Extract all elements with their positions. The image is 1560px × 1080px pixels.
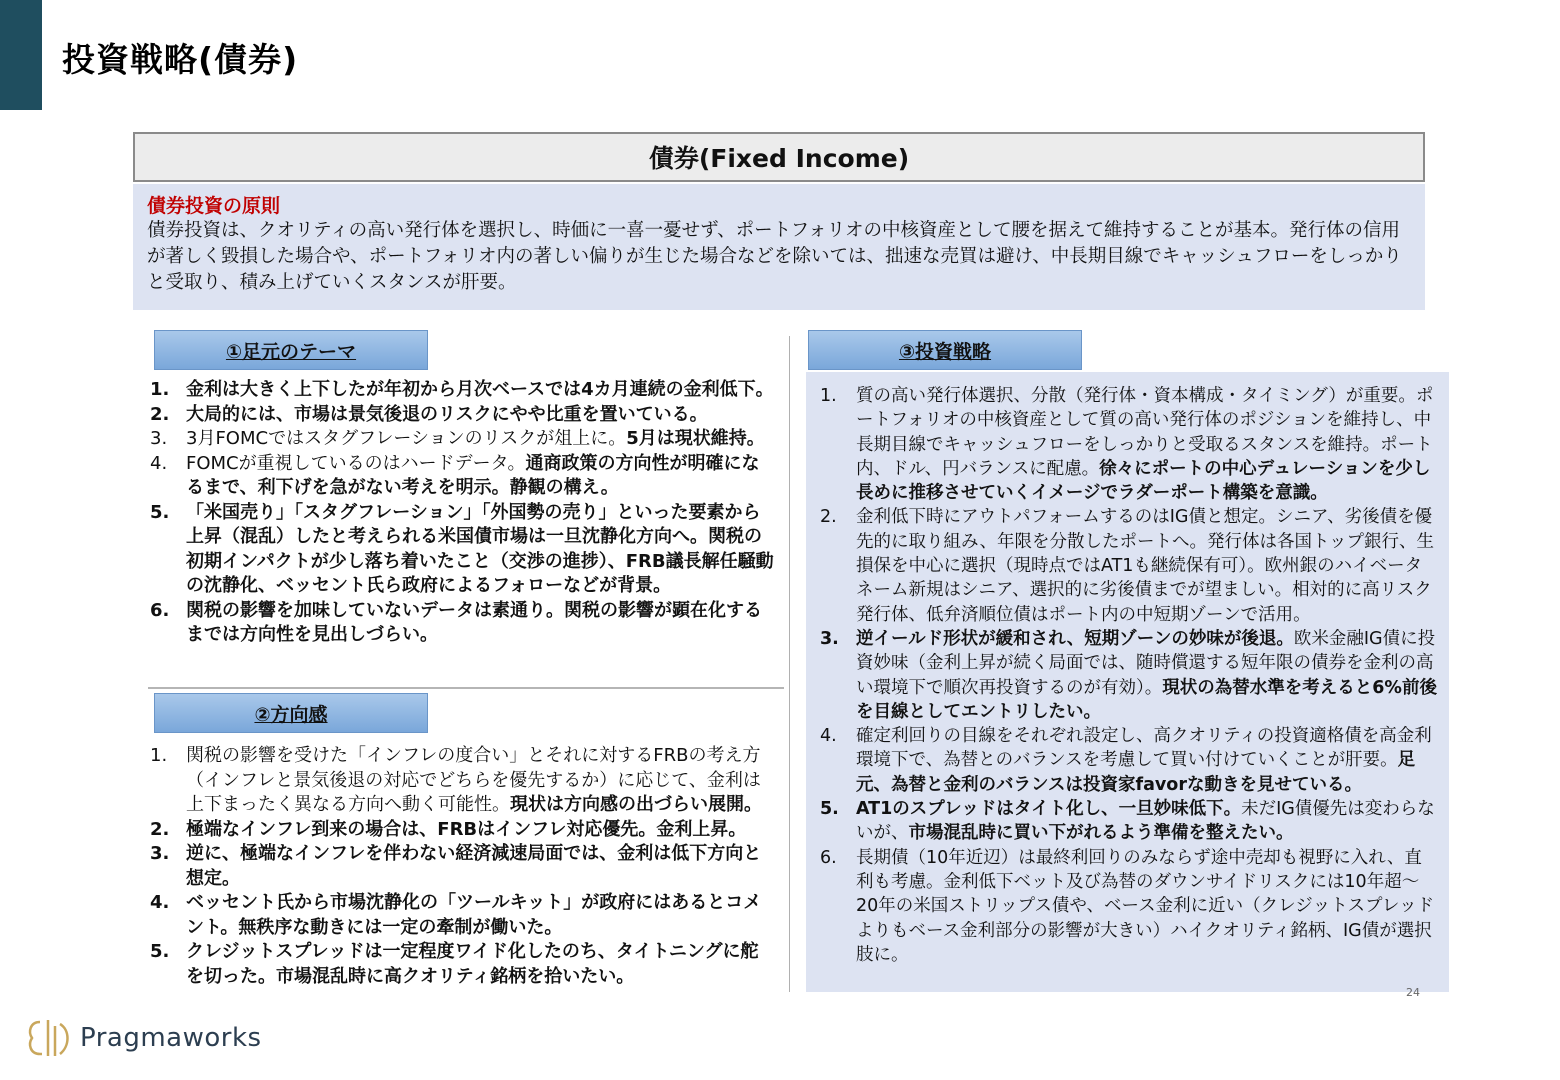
list-item: 3. 3月FOMCではスタグフレーションのリスクが俎上に。5月は現状維持。 <box>150 428 765 449</box>
section-header: 債券(Fixed Income) <box>133 132 1425 182</box>
list-item: 2. 金利低下時にアウトパフォームするのはIG債と想定。シニア、劣後債を優先的に取り組み、年限を分散したポートへ。発行体は各国トップ銀行、生損保を中心に選択（現時点ではAT1も継続保有可）。欧州銀のハイベータネーム新規はシニア、選択的に劣後債までが望ましい。相対的に高リスク発行体、低弁済順位債はポート内の中短期ゾーンで活用。 <box>820 507 1435 625</box>
list-item: 1. 金利は大きく上下したが年初から月次ベースでは4カ月連続の金利低下。 <box>150 379 774 400</box>
direction-list <box>150 744 776 989</box>
strategy-section-label: ③投資戦略 <box>808 330 1082 370</box>
list-item: 4. ベッセント氏から市場沈静化の「ツールキット」が政府にはあるとコメント。無秩序な動きには一定の牽制が働いた。 <box>150 892 762 938</box>
list-item: 6. 長期債（10年近辺）は最終利回りのみならず途中売却も視野に入れ、直利も考慮。金利低下ベット及び為替のダウンサイドリスクには10年超～20年の米国ストリップス債や、ベース金利に近い（クレジットスプレッドよりもベース金利部分の影響が大きい）ハイクオリティ銘柄、IG債が選択肢に。 <box>820 847 1435 965</box>
list-item: 2. 極端なインフレ到来の場合は、FRBはインフレ対応優先。金利上昇。 <box>150 818 747 840</box>
principle-body: 債券投資は、クオリティの高い発行体を選択し、時価に一喜一憂せず、ポートフォリオの中核資産として腰を据えて維持することが基本。発行体の信用が著しく毀損した場合や、ポートフォリオ内の著しい偏りが生じた場合などを除いては、拙速な売買は避け、中長期目線でキャッシュフローをしっかりと受取り、積み上げていくスタンスが肝要。 <box>147 220 1402 293</box>
page-number: 24 <box>1406 986 1420 999</box>
list-item: 5. AT1のスプレッドはタイト化し、一旦妙味低下。未だIG債優先は変わらないが、市場混乱時に買い下がれるよう準備を整えたい。 <box>820 799 1435 844</box>
brand-name: Pragmaworks <box>80 1023 262 1053</box>
list-item: 5. クレジットスプレッドは一定程度ワイド化したのち、タイトニングに舵を切った。市場混乱時に高クオリティ銘柄を拾いたい。 <box>150 941 759 987</box>
theme-list <box>150 378 776 648</box>
strategy-list <box>820 384 1438 967</box>
principle-box <box>133 184 1425 310</box>
list-item: 2. 大局的には、市場は景気後退のリスクにやや比重を置いている。 <box>150 403 708 425</box>
list-item: 4. FOMCが重視しているのはハードデータ。通商政策の方向性が明確になるまで、利下げを急がない考えを明示。静観の構え。 <box>150 452 760 498</box>
section-divider <box>148 687 784 689</box>
accent-bar <box>0 0 42 110</box>
list-item: 3. 逆イールド形状が緩和され、短期ゾーンの妙味が後退。欧米金融IG債に投資妙味（金利上昇が続く局面では、随時償還する短年限の債券を金利の高い環境下で順次再投資するのが有効）。現状の為替水準を考えると6%前後を目線としてエントリしたい。 <box>820 628 1437 722</box>
pragmaworks-logo-icon <box>26 1016 72 1060</box>
principle-title: 債券投資の原則 <box>147 195 281 217</box>
list-item: 5. 「米国売り」「スタグフレーション」「外国勢の売り」といった要素から上昇（混乱）したと考えられる米国債市場は一旦沈静化方向へ。関税の初期インパクトが少し落ち着いたこと（交渉の進捗）、FRB議長解任騒動の沈静化、ベッセント氏ら政府によるフォローなどが背景。 <box>150 501 774 596</box>
brand-logo <box>26 1016 262 1060</box>
list-item: 1. 質の高い発行体選択、分散（発行体・資本構成・タイミング）が重要。ポートフォリオの中核資産として質の高い発行体のポジションを維持し、中長期目線でキャッシュフローをしっかりと受取るスタンスを維持。ポート内、ドル、円バランスに配慮。徐々にポートの中心デュレーションを少し長めに推移させていくイメージでラダーポート構築を意識。 <box>820 386 1434 504</box>
theme-section-label: ①足元のテーマ <box>154 330 428 370</box>
list-item: 6. 関税の影響を加味していないデータは素通り。関税の影響が顕在化するまでは方向性を見出しづらい。 <box>150 599 762 645</box>
list-item: 4. 確定利回りの目線をそれぞれ設定し、高クオリティの投資適格債を高金利環境下で、為替とのバランスを考慮して買い付けていくことが肝要。足元、為替と金利のバランスは投資家favorな動きを見せている。 <box>820 726 1432 795</box>
list-item: 1. 関税の影響を受けた「インフレの度合い」とそれに対するFRBの考え方（インフレと景気後退の対応でどちらを優先するか）に応じて、金利は上下まったく異なる方向へ動く可能性。現状は方向感の出づらい展開。 <box>150 745 762 815</box>
page-title: 投資戦略(債券) <box>62 40 299 79</box>
list-item: 3. 逆に、極端なインフレを伴わない経済減速局面では、金利は低下方向と想定。 <box>150 843 762 889</box>
column-divider <box>789 336 790 992</box>
direction-section-label: ②方向感 <box>154 693 428 733</box>
